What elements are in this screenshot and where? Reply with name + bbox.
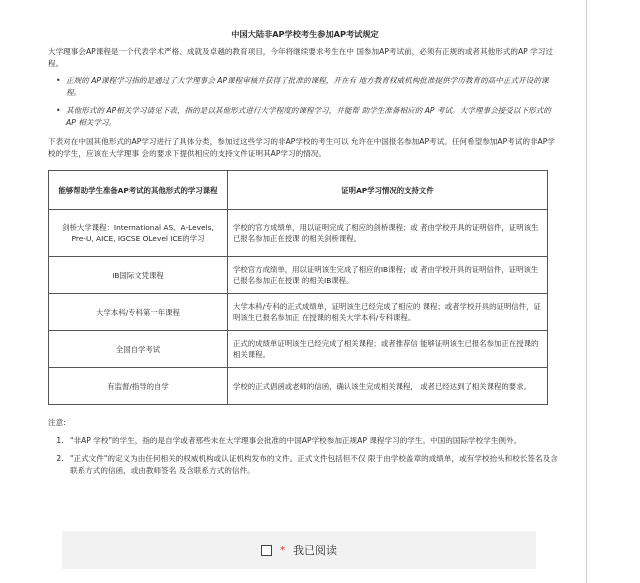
regulation-document <box>48 28 562 483</box>
list-item: • 其他形式的 AP相关学习请见下表，指的是以其他形式进行大学程度的课程学习，并能帮 助学生准备相应的 AP 考试。大学理事会接受以下形式的 AP 相关学习。 <box>58 105 562 129</box>
documents-cell: 大学本科/专科的正式成绩单，证明该生已经完成了相应的 课程；或者学校开具的证明信件，证明该生已报名参加正 在授课的相关大学本科/专科课程。 <box>228 294 548 331</box>
documents-cell: 学校的正式倡函或老师的信函，确认该生完成相关课程， 或者已经达到了相关课程的要求。 <box>228 368 548 405</box>
documents-cell: 正式的成绩单证明该生已经完成了相关课程；或者推荐信 能够证明该生已报名参加正在授课的相关课程。 <box>228 331 548 368</box>
table-header-row <box>49 171 548 210</box>
read-checkbox[interactable] <box>261 545 272 556</box>
table-row <box>49 368 548 405</box>
table-header-course: 能够帮助学生准备AP考试的其他形式的学习课程 <box>49 171 228 210</box>
required-asterisk: * <box>280 544 285 556</box>
course-cell: 全国自学考试 <box>49 331 228 368</box>
course-cell: 大学本科/专科第一年课程 <box>49 294 228 331</box>
table-header-documents: 证明AP学习情况的支持文件 <box>228 171 548 210</box>
list-item: • 正规的 AP课程学习指的是通过了大学理事会 AP课程审核并获得了批准的课程，开在有 地方教育权威机构批准提供学历教育的高中正式开设的课程。 <box>58 75 562 99</box>
table-row <box>49 331 548 368</box>
documents-cell: 学校的官方成绩单，用以证明完成了相应的剑桥课程；或 者由学校开具的证明信件，证明该生已报名参加正在授课 的相关剑桥课程。 <box>228 210 548 257</box>
table-row <box>49 210 548 257</box>
table-row <box>49 294 548 331</box>
requirements-table <box>48 170 548 405</box>
read-confirmation-bar[interactable] <box>62 531 536 569</box>
notes-list <box>48 435 562 477</box>
intro-paragraph: 大学理事会AP课程是一个代表学术严格、成就及卓越的教育项目，今年将继续要求考生在中 国参加AP考试前，必须有正规的或者其他形式的AP 学习过程。 <box>48 47 553 68</box>
course-cell: 有监督/指导的自学 <box>49 368 228 405</box>
documents-cell: 学校官方成绩单，用以证明该生完成了相应的IB课程；或 者由学校开具的证明信件，证明该生已报名参加正在授课 的相关IB课程。 <box>228 257 548 294</box>
course-cell: 剑桥大学课程：International AS、A-Levels, Pre-U, AICE, IGCSE OLevel ICE的学习 <box>49 210 228 257</box>
notes-label: 注意: <box>48 418 66 427</box>
page-edge-divider <box>586 0 587 583</box>
definition-list <box>48 75 562 129</box>
document-title: 中国大陆非AP学校考生参加AP考试规定 <box>231 29 379 39</box>
table-intro-paragraph: 下表对在中国其他形式的AP学习进行了具体分类，参加过这些学习的非AP学校的考生可以 允许在中国报名参加AP考试。任何希望参加AP考试的非AP学校的学生，应该在大学理事 会的要求下提供相应的支持文件证明其AP学习的情况。 <box>48 137 555 158</box>
read-confirmation-label[interactable]: 我已阅读 <box>293 544 337 557</box>
table-row <box>49 257 548 294</box>
list-item: 1. "非AP 学校"的学生，指的是自学或者那些未在大学理事会批准的中国AP学校参加正规AP 课程学习的学生。中国的国际学校学生例外。 <box>66 435 562 447</box>
list-item: 2. "正式文件"的定义为由任何相关的权威机构或认证机构发布的文件。正式文件包括但不仅 限于由学校盖章的成绩单，或有学校抬头和校长签名及含联系方式的信函，或由教师签名 及含联系方式的信件。 <box>66 453 562 477</box>
course-cell: IB国际文凭课程 <box>49 257 228 294</box>
